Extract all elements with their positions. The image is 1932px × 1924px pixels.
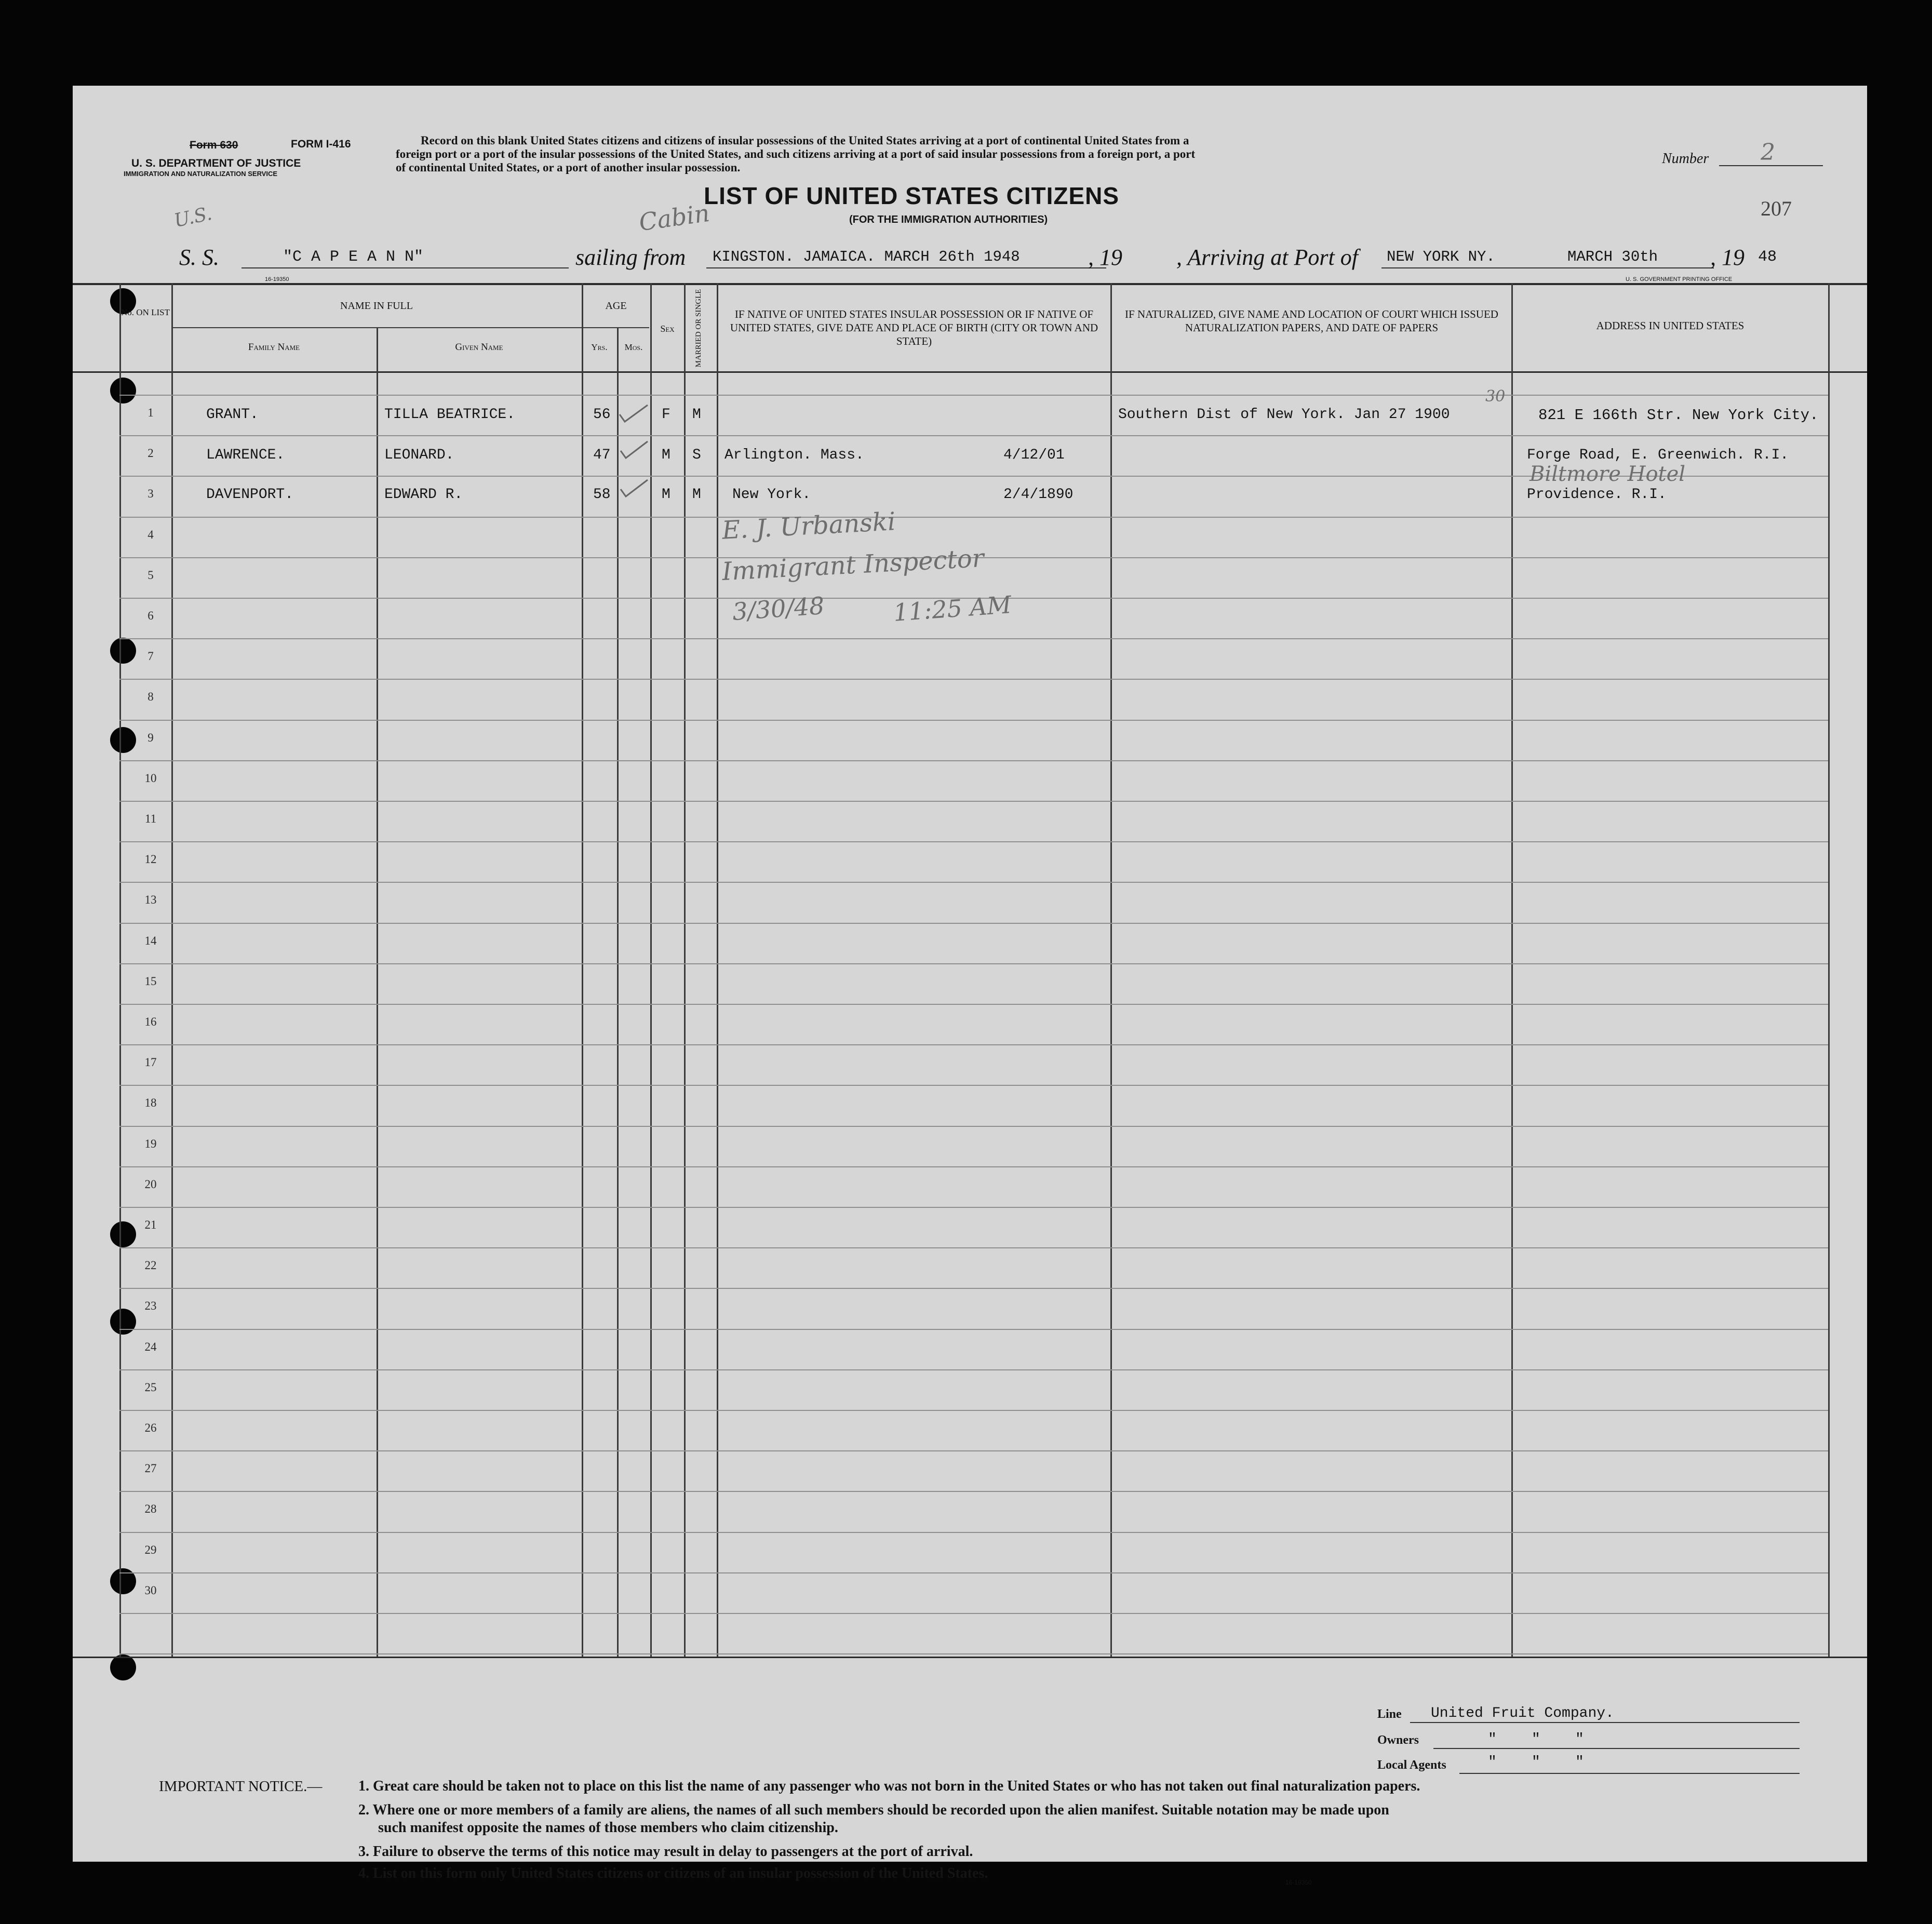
birth-date-cell: 4/12/01 <box>1003 447 1065 463</box>
col-header-given-name: Given Name <box>455 342 503 353</box>
ss-label: S. S. <box>179 245 219 270</box>
year-prefix-2: , 19 <box>1710 245 1745 270</box>
row-rule <box>119 1410 1828 1411</box>
sex-cell: M <box>662 447 670 463</box>
row-rule <box>119 638 1828 639</box>
year-prefix-1: , 19 <box>1088 245 1122 270</box>
year-value: 48 <box>1758 248 1777 266</box>
given-name-cell: TILLA BEATRICE. <box>384 407 516 423</box>
row-number: 25 <box>144 1381 157 1394</box>
col-header-name-in-full: NAME IN FULL <box>340 300 413 312</box>
row-number: 9 <box>147 731 154 744</box>
col-header-mos: Mos. <box>624 342 643 352</box>
address-cell: 821 E 166th Str. New York City. <box>1538 407 1819 424</box>
row-rule <box>119 517 1828 518</box>
notice-line: such manifest opposite the names of those members who claim citizenship. <box>378 1820 838 1836</box>
marital-cell: M <box>692 487 701 503</box>
family-name-cell: DAVENPORT. <box>206 487 294 503</box>
marital-cell: S <box>692 447 701 463</box>
row-rule <box>119 1491 1828 1492</box>
form-instructions <box>396 134 1195 174</box>
row-number: 1 <box>147 406 154 419</box>
naturalization-cell: Southern Dist of New York. Jan 27 1900 <box>1118 407 1450 423</box>
family-name-cell: LAWRENCE. <box>206 447 285 463</box>
sex-cell: F <box>662 407 670 423</box>
row-number: 2 <box>147 447 154 460</box>
print-code-bottom: 16-19350 <box>1285 1879 1312 1886</box>
arrival-date: MARCH 30th <box>1567 248 1658 265</box>
row-number: 23 <box>144 1299 157 1312</box>
check-mark <box>621 480 648 496</box>
notice-line: 3. Failure to observe the terms of this notice may result in delay to passengers at the port of arrival. <box>358 1844 973 1860</box>
owners-value: " " " <box>1488 1731 1584 1747</box>
row-number: 14 <box>144 934 157 947</box>
row-number: 13 <box>144 893 157 906</box>
check-mark <box>620 405 648 422</box>
address-cell: Providence. R.I. <box>1527 487 1667 503</box>
row-number: 3 <box>147 487 154 500</box>
ship-underline <box>242 267 569 268</box>
row-number: 30 <box>144 1584 157 1597</box>
col-header-family-name: Family Name <box>248 342 300 353</box>
arriving-label: , Arriving at Port of <box>1176 245 1358 270</box>
agents-value: " " " <box>1488 1754 1584 1770</box>
sailing-from: KINGSTON. JAMAICA. MARCH 26th 1948 <box>713 248 1020 265</box>
instruction-line: Record on this blank United States citizens and citizens of insular possessions of the United States arriving at a port of continental United States from a <box>421 134 1189 147</box>
owners-underline <box>1433 1748 1800 1749</box>
row-rule <box>119 679 1828 680</box>
print-code-top: 16-19350 <box>265 276 289 282</box>
age-cell: 58 <box>593 487 611 503</box>
row-rule <box>119 1329 1828 1330</box>
row-rule <box>119 1085 1828 1086</box>
col-header-address: ADDRESS IN UNITED STATES <box>1596 319 1745 332</box>
row-number: 16 <box>144 1015 157 1028</box>
row-number: 19 <box>144 1137 157 1150</box>
col-header-marital: MARRIED OR SINGLE <box>694 289 703 368</box>
arriving-underline <box>1381 267 1714 268</box>
line-underline <box>1410 1722 1800 1723</box>
row-rule <box>119 841 1828 842</box>
row-rule <box>119 760 1828 761</box>
naturalization-correction: 30 <box>1485 387 1506 406</box>
row-rule <box>119 1288 1828 1289</box>
col-header-birth: IF NATIVE OF UNITED STATES INSULAR POSSESSION OR IF NATIVE OF UNITED STATES, GIVE DATE AND PLACE OF BIRTH (CITY OR TOWN AND STATE) <box>730 308 1098 347</box>
row-number: 29 <box>144 1543 157 1556</box>
row-number: 17 <box>144 1056 157 1069</box>
row-number: 26 <box>144 1421 157 1434</box>
instruction-line: foreign port or a port of the insular possessions of the United States, and such citizens arriving at a port of said insular possessions from a foreign port, a port <box>396 147 1196 160</box>
given-name-cell: EDWARD R. <box>384 487 463 503</box>
agents-label: Local Agents <box>1377 1758 1446 1772</box>
row-number: 7 <box>147 650 154 663</box>
row-rule <box>119 395 1828 396</box>
number-value: 2 <box>1761 139 1775 166</box>
row-number: 15 <box>144 975 157 988</box>
row-number: 5 <box>147 569 154 582</box>
row-rule <box>119 1247 1828 1248</box>
row-number: 22 <box>144 1259 157 1272</box>
header-bottom-rule <box>73 371 1867 373</box>
row-number: 24 <box>144 1340 157 1353</box>
page-subtitle: (FOR THE IMMIGRATION AUTHORITIES) <box>849 214 1048 225</box>
page-title: LIST OF UNITED STATES CITIZENS <box>704 182 1120 209</box>
row-number: 18 <box>144 1096 157 1109</box>
handwritten-us: U.S. <box>172 203 214 232</box>
row-number: 11 <box>144 812 157 825</box>
row-rule <box>119 1613 1828 1614</box>
line-label: Line <box>1377 1707 1402 1721</box>
age-header-rule <box>582 327 649 328</box>
row-rule <box>119 1450 1828 1451</box>
inspection-time: 11:25 AM <box>892 590 1013 627</box>
sailing-label: sailing from <box>575 245 686 270</box>
row-rule <box>119 720 1828 721</box>
row-number: 4 <box>147 528 154 541</box>
agents-underline <box>1459 1773 1800 1774</box>
row-rule <box>119 882 1828 883</box>
col-header-naturalization: IF NATURALIZED, GIVE NAME AND LOCATION OF COURT WHICH ISSUED NATURALIZATION PAPERS, AND DATE OF PAPERS <box>1125 308 1498 334</box>
row-rule <box>119 1044 1828 1045</box>
punch-hole <box>110 378 136 403</box>
arriving-port: NEW YORK NY. <box>1387 248 1495 265</box>
owners-label: Owners <box>1377 1733 1419 1747</box>
col-header-age: AGE <box>605 300 627 312</box>
given-name-cell: LEONARD. <box>384 447 454 463</box>
row-number: 12 <box>144 853 157 866</box>
line-value: United Fruit Company. <box>1431 1705 1614 1721</box>
gpo-note: U. S. GOVERNMENT PRINTING OFFICE <box>1626 276 1733 282</box>
row-number: 6 <box>147 609 154 622</box>
birth-place-cell: Arlington. Mass. <box>725 447 864 463</box>
inspection-date: 3/30/48 <box>731 591 826 626</box>
row-rule <box>119 1572 1828 1573</box>
service-name: IMMIGRATION AND NATURALIZATION SERVICE <box>124 170 278 178</box>
age-cell: 47 <box>593 447 611 463</box>
row-rule <box>119 1653 1828 1654</box>
handwritten-class: Cabin <box>637 198 712 237</box>
row-rule <box>119 1166 1828 1167</box>
inspector-name: E. J. Urbanski <box>721 507 896 545</box>
notice-line: 4. List on this form only United States citizens or citizens of an insular possession of the United States. <box>358 1865 988 1881</box>
table-top-rule <box>73 283 1867 285</box>
row-rule <box>119 435 1828 436</box>
col-header-sex: Sex <box>660 324 675 334</box>
row-rule <box>119 923 1828 924</box>
birth-date-cell: 2/4/1890 <box>1003 487 1074 503</box>
page-stamp: 207 <box>1761 197 1792 220</box>
row-rule <box>119 801 1828 802</box>
form-number: FORM I-416 <box>291 138 351 150</box>
col-rule <box>377 327 378 1657</box>
table-bottom-rule <box>73 1657 1867 1658</box>
row-number: 10 <box>144 772 157 785</box>
row-number: 28 <box>144 1502 157 1515</box>
punch-hole <box>110 1654 136 1680</box>
ship-name: "C A P E A N N" <box>283 248 424 266</box>
row-rule <box>119 963 1828 964</box>
family-name-cell: GRANT. <box>206 407 259 423</box>
col-rule <box>1828 283 1830 1657</box>
address-cell: Forge Road, E. Greenwich. R.I. <box>1527 447 1789 463</box>
inspector-title: Immigrant Inspector <box>721 543 985 587</box>
row-rule <box>119 1369 1828 1370</box>
row-number: 27 <box>144 1462 157 1475</box>
notice-line: 2. Where one or more members of a family are aliens, the names of all such members should be recorded upon the alien manifest. Suitable notation may be made upon <box>358 1802 1389 1818</box>
row-number: 8 <box>147 690 154 703</box>
row-rule <box>119 1207 1828 1208</box>
number-label: Number <box>1662 151 1709 167</box>
instruction-line: of continental United States, or a port of another insular possession. <box>396 161 741 174</box>
sailing-underline <box>706 267 1106 268</box>
notice-label: IMPORTANT NOTICE.— <box>159 1778 323 1795</box>
form-old-number: Form 630 <box>190 139 238 151</box>
col-header-yrs: Yrs. <box>591 342 608 352</box>
check-marks <box>615 389 657 504</box>
marital-cell: M <box>692 407 701 423</box>
birth-place-cell: New York. <box>732 487 811 503</box>
sex-cell: M <box>662 487 670 503</box>
address-handwritten: Biltmore Hotel <box>1530 462 1686 486</box>
age-cell: 56 <box>593 407 611 423</box>
row-rule <box>119 1004 1828 1005</box>
check-mark <box>621 441 648 458</box>
row-rule <box>119 1532 1828 1533</box>
row-number: 20 <box>144 1178 157 1191</box>
row-rule <box>119 1126 1828 1127</box>
notice-line: 1. Great care should be taken not to place on this list the name of any passenger who was not born in the United States or who has not taken out final naturalization papers. <box>358 1778 1420 1794</box>
col-rule <box>617 327 619 1657</box>
row-number: 21 <box>144 1218 157 1231</box>
department-name: U. S. DEPARTMENT OF JUSTICE <box>131 157 301 169</box>
col-header-no: No. ON LIST <box>121 307 170 317</box>
